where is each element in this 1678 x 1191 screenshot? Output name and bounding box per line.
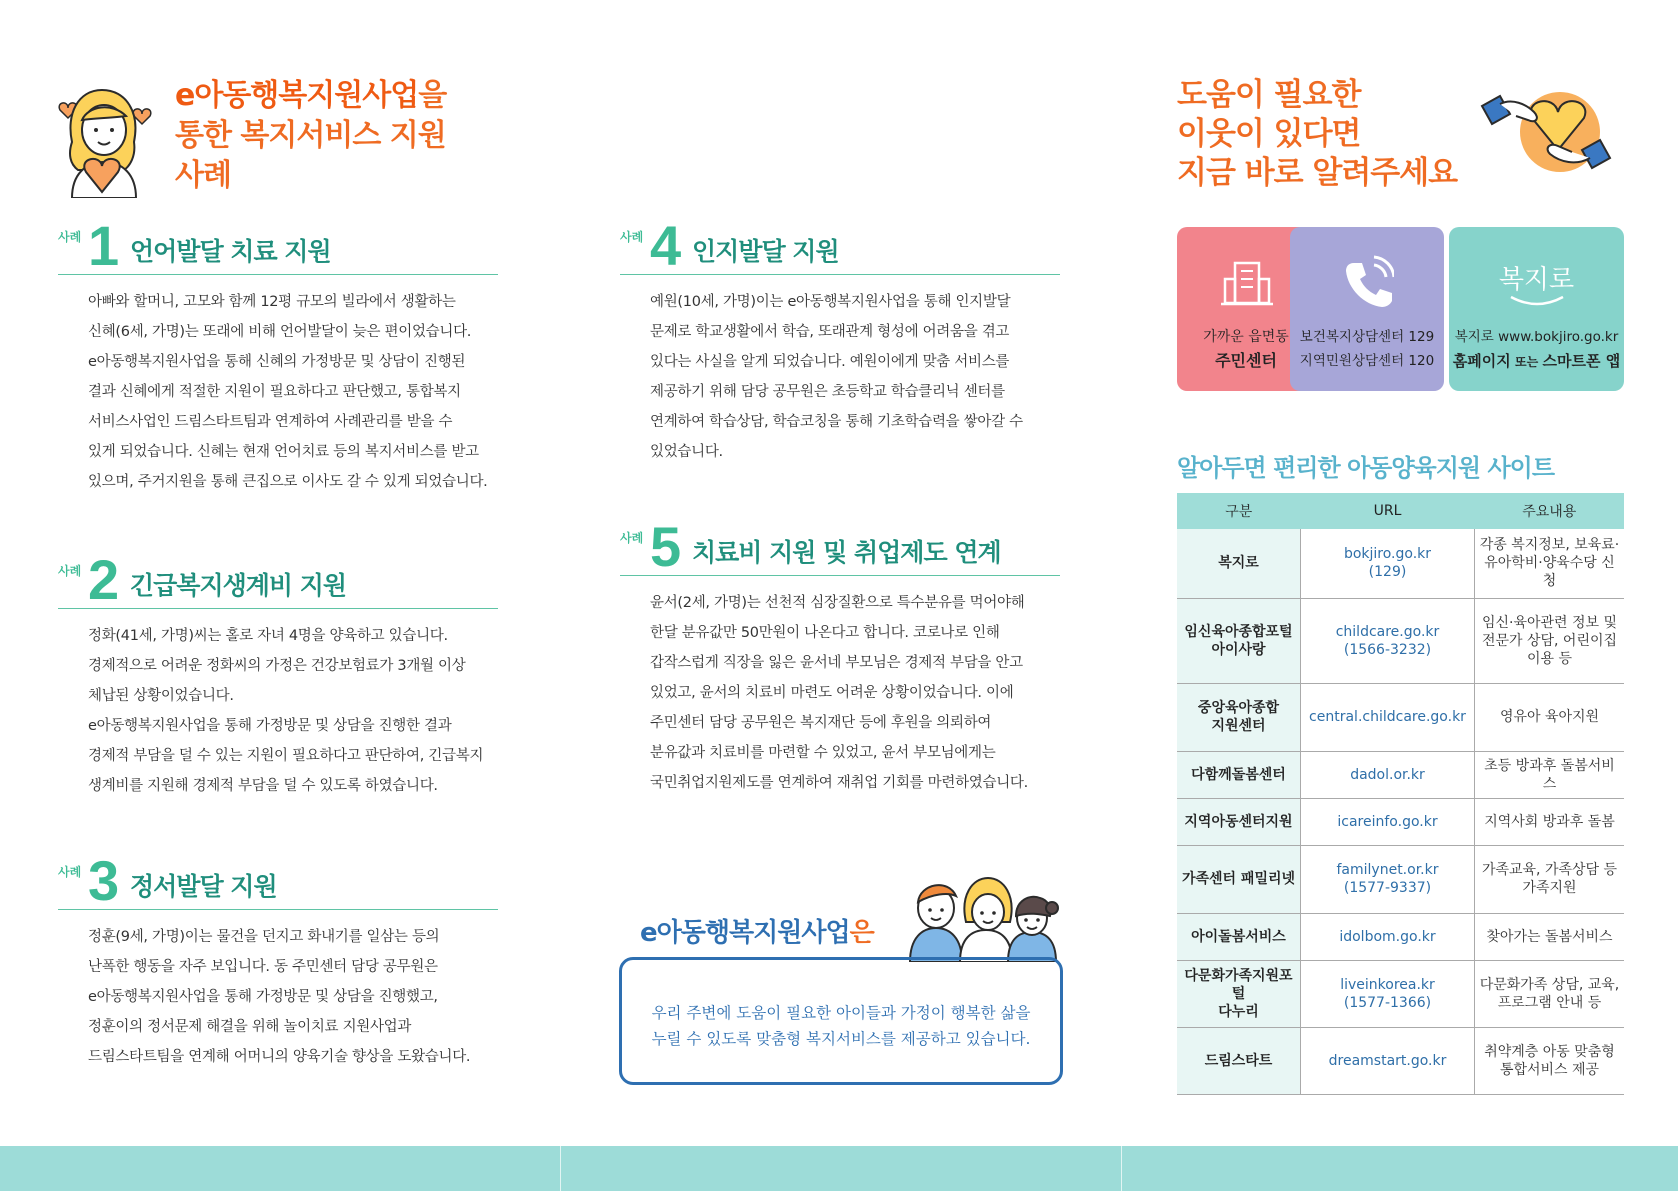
table-row	[1177, 798, 1624, 845]
card-line1: 가까운 읍면동	[1203, 329, 1289, 345]
site-url[interactable]: familynet.or.kr (1577-9337)	[1301, 845, 1475, 913]
main-title-line1-rest: 을	[418, 78, 447, 113]
card-line2c: 스마트폰 앱	[1542, 352, 1621, 370]
case-tag: 사례	[58, 230, 82, 244]
case-4	[620, 214, 1060, 467]
card-line2: 주민센터	[1215, 351, 1277, 370]
bokjiro-logo: 복지로	[1498, 265, 1575, 295]
smile-curve-icon	[1509, 293, 1565, 307]
phone-icon	[1340, 255, 1394, 309]
help-title-line: 지금 바로 알려주세요	[1177, 155, 1458, 191]
girl-holding-heart-illustration	[42, 80, 162, 198]
main-title	[175, 76, 446, 196]
site-url[interactable]: dadol.or.kr	[1301, 751, 1475, 798]
site-name: 가족센터 패밀리넷	[1177, 845, 1301, 913]
header-url: URL	[1301, 493, 1475, 529]
case-number: 5	[650, 515, 682, 578]
card-line1: 보건복지상담센터 129	[1299, 329, 1435, 345]
site-content: 찾아가는 돌봄서비스	[1475, 913, 1625, 960]
case-title: 인지발달 지원	[692, 237, 839, 266]
site-content: 가족교육, 가족상담 등 가족지원	[1475, 845, 1625, 913]
table-row	[1177, 751, 1624, 798]
sites-title: 알아두면 편리한 아동양육지원 사이트	[1177, 454, 1555, 482]
case-body: 정훈(9세, 가명)이는 물건을 던지고 화내기를 일삼는 등의 난폭한 행동을 자주 보입니다. 동 주민센터 담당 공무원은 e아동행복지원사업을 통해 가정방문 및 상담을 진행했고, 정훈이의 정서문제 해결을 위해 놀이치료 지원사업과 드림스타트팀을 연계해 어머니의 양육기술 향상을 도왔습니다.	[88, 929, 471, 1065]
card-line1: 복지로 www.bokjiro.go.kr	[1454, 329, 1619, 345]
help-title-line: 도움이 필요한	[1177, 77, 1361, 113]
case-header	[58, 548, 498, 611]
table-row	[1177, 529, 1624, 598]
case-body: 정화(41세, 가명)씨는 홀로 자녀 4명을 양육하고 있습니다. 경제적으로 어려운 정화씨의 가정은 건강보험료가 3개월 이상 체납된 상황이었습니다. e아동행복지원사업을 통해 가정방문 및 상담을 진행한 결과 경제적 부담을 덜 수 있는 지원이 필요하다고 판단하여, 긴급복지 생계비를 지원해 경제적 부담을 덜 수 있도록 하였습니다.	[88, 628, 484, 794]
case-number: 1	[88, 214, 120, 277]
help-title	[1177, 76, 1457, 193]
case-3	[58, 849, 498, 1072]
site-content: 취약계층 아동 맞춤형 통합서비스 제공	[1475, 1027, 1625, 1094]
table-row	[1177, 960, 1624, 1027]
intro-title-highlight: e아동행복지원사업	[640, 918, 850, 948]
intro-box	[619, 957, 1063, 1085]
footer-band	[0, 1146, 1678, 1191]
table-row	[1177, 683, 1624, 751]
case-body: 아빠와 할머니, 고모와 함께 12평 규모의 빌라에서 생활하는 신혜(6세, 가명)는 또래에 비해 언어발달이 늦은 편이었습니다. e아동행복지원사업을 통해 신혜의 가정방문 및 상담이 진행된 결과 신혜에게 적절한 지원이 필요하다고 판단했고, 통합복지 서비스사업인 드림스타트팀과 연계하여 사례관리를 받을 수 있게 되었습니다. 신혜는 현재 언어치료 등의 복지서비스를 받고 있으며, 주거지원을 통해 큰집으로 이사도 갈 수 있게 되었습니다.	[88, 294, 488, 490]
case-number: 3	[88, 849, 120, 912]
case-title: 정서발달 지원	[130, 872, 277, 901]
main-title-line3: 사례	[175, 158, 231, 193]
building-icon	[1221, 257, 1273, 309]
site-name: 다함께돌봄센터	[1177, 751, 1301, 798]
card-bokjiro	[1449, 227, 1624, 391]
case-body: 예원(10세, 가명)이는 e아동행복지원사업을 통해 인지발달 문제로 학교생활에서 학습, 또래관계 형성에 어려움을 겪고 있다는 사실을 알게 되었습니다. 예원이에게 맞춤 서비스를 제공하기 위해 담당 공무원은 초등학교 학습클리닉 센터를 연계하여 학습상담, 학습코칭을 통해 기초학습력을 쌓아갈 수 있었습니다.	[650, 294, 1023, 460]
main-title-highlight: e아동행복지원사업	[175, 78, 419, 113]
table-row	[1177, 598, 1624, 683]
header-content: 주요내용	[1475, 493, 1625, 529]
card-line2: 지역민원상담센터 120	[1299, 353, 1435, 369]
site-content: 지역사회 방과후 돌봄	[1475, 798, 1625, 845]
case-title: 치료비 지원 및 취업제도 연계	[692, 538, 1001, 567]
main-title-line2: 통한 복지서비스 지원	[175, 118, 446, 153]
site-url[interactable]: liveinkorea.kr (1577-1366)	[1301, 960, 1475, 1027]
case-2	[58, 548, 498, 801]
site-name: 지역아동센터지원	[1177, 798, 1301, 845]
site-content: 다문화가족 상담, 교육, 프로그램 안내 등	[1475, 960, 1625, 1027]
site-content: 각종 복지정보, 보육료· 유아학비·양육수당 신청	[1475, 529, 1625, 598]
card-line2a: 홈페이지	[1452, 352, 1511, 370]
family-illustration	[908, 872, 1060, 962]
case-tag: 사례	[620, 531, 644, 545]
site-url[interactable]: childcare.go.kr (1566-3232)	[1301, 598, 1475, 683]
site-content: 초등 방과후 돌봄서비스	[1475, 751, 1625, 798]
card-call-centers	[1290, 227, 1444, 391]
site-url[interactable]: icareinfo.go.kr	[1301, 798, 1475, 845]
case-header	[58, 214, 498, 277]
intro-text: 우리 주변에 도움이 필요한 아이들과 가정이 행복한 삶을 누릴 수 있도록 맞춤형 복지서비스를 제공하고 있습니다.	[651, 1004, 1031, 1048]
panel-divider	[1121, 1146, 1122, 1191]
case-number: 2	[88, 548, 120, 611]
site-url[interactable]: bokjiro.go.kr (129)	[1301, 529, 1475, 598]
sites-table	[1177, 493, 1624, 1095]
case-tag: 사례	[620, 230, 644, 244]
site-name: 드림스타트	[1177, 1027, 1301, 1094]
case-5	[620, 515, 1060, 798]
site-name: 임신육아종합포털 아이사랑	[1177, 598, 1301, 683]
panel-divider	[560, 1146, 561, 1191]
case-title: 언어발달 치료 지원	[130, 237, 331, 266]
site-name: 아이돌봄서비스	[1177, 913, 1301, 960]
site-url[interactable]: dreamstart.go.kr	[1301, 1027, 1475, 1094]
case-header	[58, 849, 498, 912]
card-line2b: 또는	[1515, 355, 1539, 369]
site-url[interactable]: idolbom.go.kr	[1301, 913, 1475, 960]
site-name: 복지로	[1177, 529, 1301, 598]
site-name: 중앙육아종합 지원센터	[1177, 683, 1301, 751]
intro-title-rest: 은	[849, 918, 874, 948]
site-content: 임신·육아관련 정보 및 전문가 상담, 어린이집 이용 등	[1475, 598, 1625, 683]
site-url[interactable]: central.childcare.go.kr	[1301, 683, 1475, 751]
hands-heart-illustration	[1478, 88, 1614, 192]
case-tag: 사례	[58, 865, 82, 879]
site-name: 다문화가족지원포털 다누리	[1177, 960, 1301, 1027]
table-row	[1177, 845, 1624, 913]
case-header	[620, 515, 1060, 578]
case-title: 긴급복지생계비 지원	[130, 571, 347, 600]
intro-title	[640, 912, 874, 949]
case-number: 4	[650, 214, 682, 277]
table-row	[1177, 1027, 1624, 1094]
site-content: 영유아 육아지원	[1475, 683, 1625, 751]
case-tag: 사례	[58, 564, 82, 578]
header-category: 구분	[1177, 493, 1301, 529]
help-title-line: 이웃이 있다면	[1177, 116, 1361, 152]
case-body: 윤서(2세, 가명)는 선천적 심장질환으로 특수분유를 먹어야해 한달 분유값만 50만원이 나온다고 합니다. 코로나로 인해 갑작스럽게 직장을 잃은 윤서네 부모님은 경제적 부담을 안고 있었고, 윤서의 치료비 마련도 어려운 상황이었습니다. 이에 주민센터 담당 공무원은 복지재단 등에 후원을 의뢰하여 분유값과 치료비를 마련할 수 있었고, 윤서 부모님에게는 국민취업지원제도를 연계하여 재취업 기회를 마련하였습니다.	[650, 595, 1028, 791]
table-row	[1177, 913, 1624, 960]
case-1	[58, 214, 498, 497]
table-header-row	[1177, 493, 1624, 529]
case-header	[620, 214, 1060, 277]
